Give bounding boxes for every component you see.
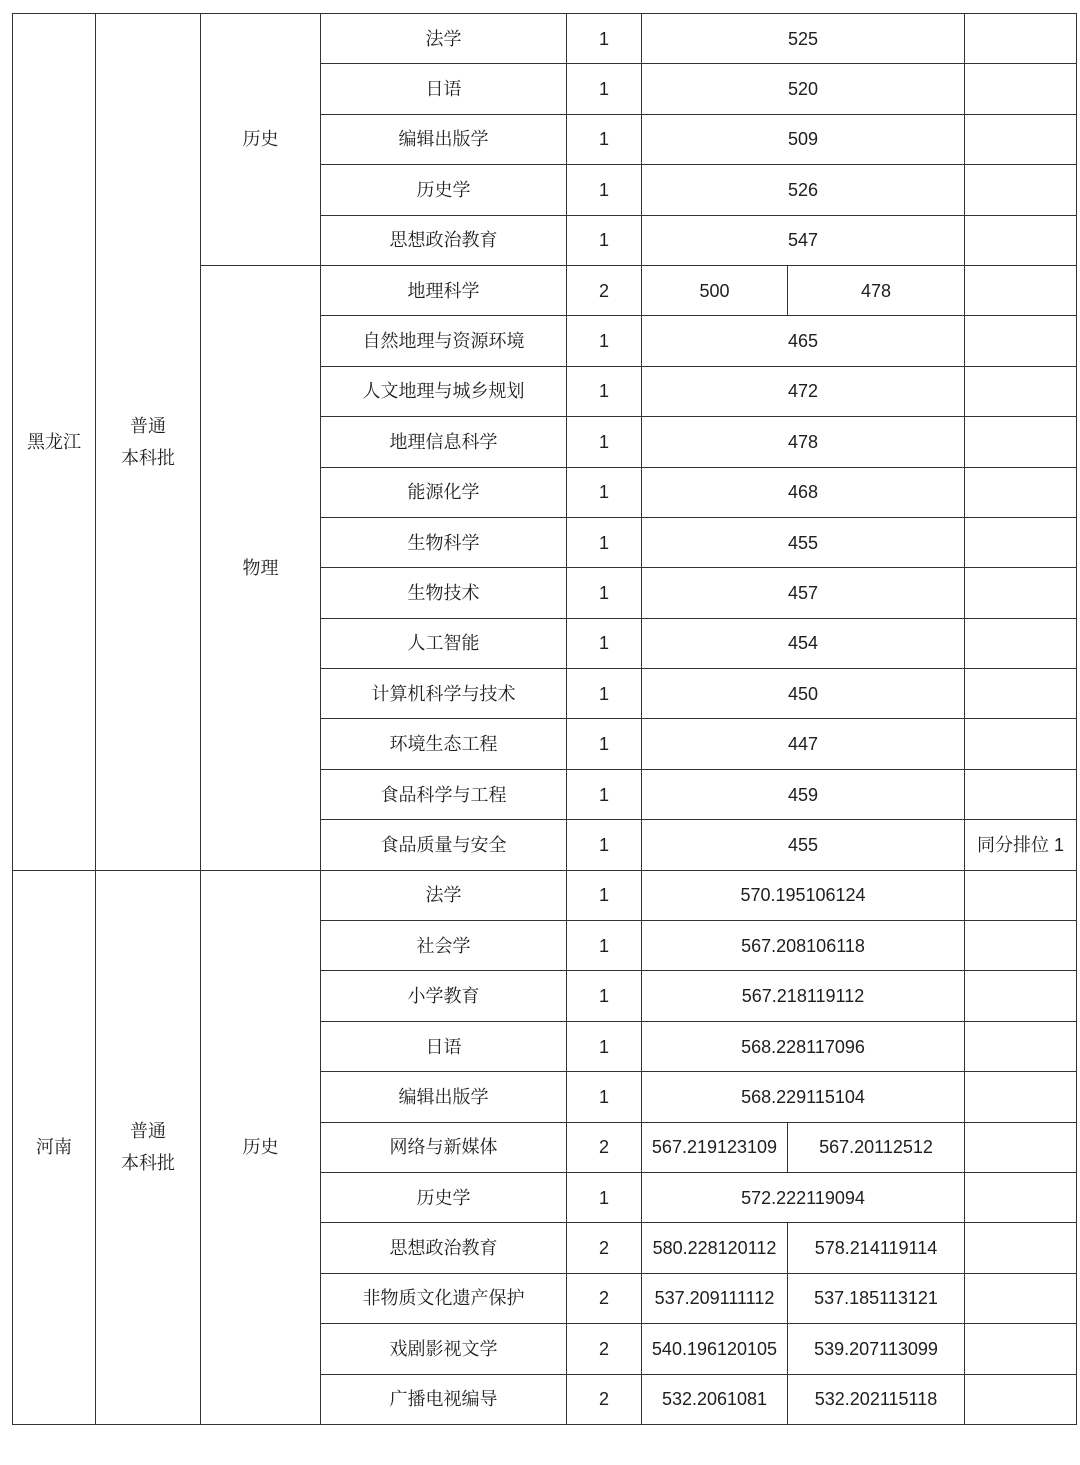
count-cell: 1 bbox=[567, 1072, 642, 1122]
count-cell: 1 bbox=[567, 618, 642, 668]
note-cell bbox=[965, 215, 1077, 265]
note-cell bbox=[965, 165, 1077, 215]
count-cell: 1 bbox=[567, 64, 642, 114]
note-cell bbox=[965, 14, 1077, 64]
note-cell bbox=[965, 1273, 1077, 1323]
count-cell: 2 bbox=[567, 1324, 642, 1374]
note-cell bbox=[965, 467, 1077, 517]
score-cell: 525 bbox=[642, 14, 965, 64]
score-low-cell: 539.207113099 bbox=[788, 1324, 965, 1374]
count-cell: 1 bbox=[567, 870, 642, 920]
note-cell bbox=[965, 1021, 1077, 1071]
note-cell bbox=[965, 719, 1077, 769]
score-cell: 509 bbox=[642, 114, 965, 164]
score-cell: 459 bbox=[642, 769, 965, 819]
note-cell bbox=[965, 64, 1077, 114]
major-cell: 广播电视编导 bbox=[321, 1374, 567, 1424]
count-cell: 2 bbox=[567, 265, 642, 315]
major-cell: 能源化学 bbox=[321, 467, 567, 517]
score-cell: 572.222119094 bbox=[642, 1172, 965, 1222]
note-cell bbox=[965, 971, 1077, 1021]
batch-cell bbox=[96, 870, 201, 1424]
count-cell: 1 bbox=[567, 215, 642, 265]
count-cell: 1 bbox=[567, 417, 642, 467]
note-cell bbox=[965, 1374, 1077, 1424]
score-cell: 455 bbox=[642, 517, 965, 567]
count-cell: 1 bbox=[567, 165, 642, 215]
major-cell: 思想政治教育 bbox=[321, 215, 567, 265]
score-high-cell: 540.196120105 bbox=[642, 1324, 788, 1374]
score-cell: 567.218119112 bbox=[642, 971, 965, 1021]
count-cell: 1 bbox=[567, 719, 642, 769]
count-cell: 1 bbox=[567, 1021, 642, 1071]
subject-cell: 历史 bbox=[201, 870, 321, 1424]
major-cell: 食品科学与工程 bbox=[321, 769, 567, 819]
score-low-cell: 532.202115118 bbox=[788, 1374, 965, 1424]
score-cell: 450 bbox=[642, 669, 965, 719]
note-cell bbox=[965, 1223, 1077, 1273]
count-cell: 1 bbox=[567, 517, 642, 567]
batch-line-1: 普通 bbox=[130, 1121, 166, 1142]
major-cell: 网络与新媒体 bbox=[321, 1122, 567, 1172]
score-cell: 468 bbox=[642, 467, 965, 517]
count-cell: 2 bbox=[567, 1223, 642, 1273]
note-cell bbox=[965, 769, 1077, 819]
note-cell bbox=[965, 1324, 1077, 1374]
score-cell: 568.228117096 bbox=[642, 1021, 965, 1071]
major-cell: 思想政治教育 bbox=[321, 1223, 567, 1273]
score-cell: 520 bbox=[642, 64, 965, 114]
count-cell: 1 bbox=[567, 568, 642, 618]
count-cell: 1 bbox=[567, 971, 642, 1021]
note-cell bbox=[965, 366, 1077, 416]
major-cell: 社会学 bbox=[321, 921, 567, 971]
major-cell: 历史学 bbox=[321, 165, 567, 215]
count-cell: 1 bbox=[567, 820, 642, 870]
major-cell: 地理科学 bbox=[321, 265, 567, 315]
note-cell bbox=[965, 265, 1077, 315]
score-high-cell: 537.209111112 bbox=[642, 1273, 788, 1323]
count-cell: 1 bbox=[567, 669, 642, 719]
major-cell: 环境生态工程 bbox=[321, 719, 567, 769]
score-cell: 478 bbox=[642, 417, 965, 467]
major-cell: 法学 bbox=[321, 14, 567, 64]
table-row bbox=[13, 14, 1077, 64]
table-body bbox=[13, 14, 1077, 1425]
major-cell: 编辑出版学 bbox=[321, 114, 567, 164]
major-cell: 非物质文化遗产保护 bbox=[321, 1273, 567, 1323]
score-high-cell: 580.228120112 bbox=[642, 1223, 788, 1273]
score-low-cell: 567.20112512 bbox=[788, 1122, 965, 1172]
score-cell: 570.195106124 bbox=[642, 870, 965, 920]
admission-score-table bbox=[12, 13, 1077, 1425]
count-cell: 1 bbox=[567, 921, 642, 971]
major-cell: 日语 bbox=[321, 1021, 567, 1071]
score-cell: 454 bbox=[642, 618, 965, 668]
score-cell: 455 bbox=[642, 820, 965, 870]
count-cell: 1 bbox=[567, 1172, 642, 1222]
count-cell: 2 bbox=[567, 1122, 642, 1172]
score-cell: 465 bbox=[642, 316, 965, 366]
count-cell: 1 bbox=[567, 769, 642, 819]
batch-cell bbox=[96, 14, 201, 871]
count-cell: 1 bbox=[567, 316, 642, 366]
batch-line-1: 普通 bbox=[130, 415, 166, 436]
score-cell: 547 bbox=[642, 215, 965, 265]
count-cell: 2 bbox=[567, 1374, 642, 1424]
count-cell: 1 bbox=[567, 14, 642, 64]
note-cell bbox=[965, 669, 1077, 719]
score-low-cell: 478 bbox=[788, 265, 965, 315]
note-cell bbox=[965, 517, 1077, 567]
score-low-cell: 578.214119114 bbox=[788, 1223, 965, 1273]
note-cell bbox=[965, 1172, 1077, 1222]
note-cell bbox=[965, 316, 1077, 366]
batch-line-2: 本科批 bbox=[121, 447, 175, 468]
batch-line-2: 本科批 bbox=[121, 1153, 175, 1174]
note-cell bbox=[965, 114, 1077, 164]
score-low-cell: 537.185113121 bbox=[788, 1273, 965, 1323]
major-cell: 生物科学 bbox=[321, 517, 567, 567]
note-cell: 同分排位 1 bbox=[965, 820, 1077, 870]
note-cell bbox=[965, 1122, 1077, 1172]
score-cell: 447 bbox=[642, 719, 965, 769]
score-cell: 472 bbox=[642, 366, 965, 416]
score-cell: 568.229115104 bbox=[642, 1072, 965, 1122]
subject-cell: 历史 bbox=[201, 14, 321, 266]
count-cell: 2 bbox=[567, 1273, 642, 1323]
note-cell bbox=[965, 921, 1077, 971]
note-cell bbox=[965, 417, 1077, 467]
major-cell: 食品质量与安全 bbox=[321, 820, 567, 870]
major-cell: 历史学 bbox=[321, 1172, 567, 1222]
major-cell: 编辑出版学 bbox=[321, 1072, 567, 1122]
score-high-cell: 567.219123109 bbox=[642, 1122, 788, 1172]
major-cell: 人工智能 bbox=[321, 618, 567, 668]
count-cell: 1 bbox=[567, 467, 642, 517]
score-cell: 526 bbox=[642, 165, 965, 215]
province-cell: 河南 bbox=[13, 870, 96, 1424]
note-cell bbox=[965, 1072, 1077, 1122]
note-cell bbox=[965, 618, 1077, 668]
major-cell: 自然地理与资源环境 bbox=[321, 316, 567, 366]
major-cell: 地理信息科学 bbox=[321, 417, 567, 467]
count-cell: 1 bbox=[567, 366, 642, 416]
major-cell: 戏剧影视文学 bbox=[321, 1324, 567, 1374]
major-cell: 日语 bbox=[321, 64, 567, 114]
major-cell: 计算机科学与技术 bbox=[321, 669, 567, 719]
score-cell: 457 bbox=[642, 568, 965, 618]
major-cell: 法学 bbox=[321, 870, 567, 920]
subject-cell: 物理 bbox=[201, 265, 321, 870]
note-cell bbox=[965, 870, 1077, 920]
major-cell: 人文地理与城乡规划 bbox=[321, 366, 567, 416]
count-cell: 1 bbox=[567, 114, 642, 164]
note-cell bbox=[965, 568, 1077, 618]
score-high-cell: 500 bbox=[642, 265, 788, 315]
major-cell: 生物技术 bbox=[321, 568, 567, 618]
score-cell: 567.208106118 bbox=[642, 921, 965, 971]
table-row bbox=[13, 870, 1077, 920]
province-cell: 黑龙江 bbox=[13, 14, 96, 871]
major-cell: 小学教育 bbox=[321, 971, 567, 1021]
score-high-cell: 532.2061081 bbox=[642, 1374, 788, 1424]
